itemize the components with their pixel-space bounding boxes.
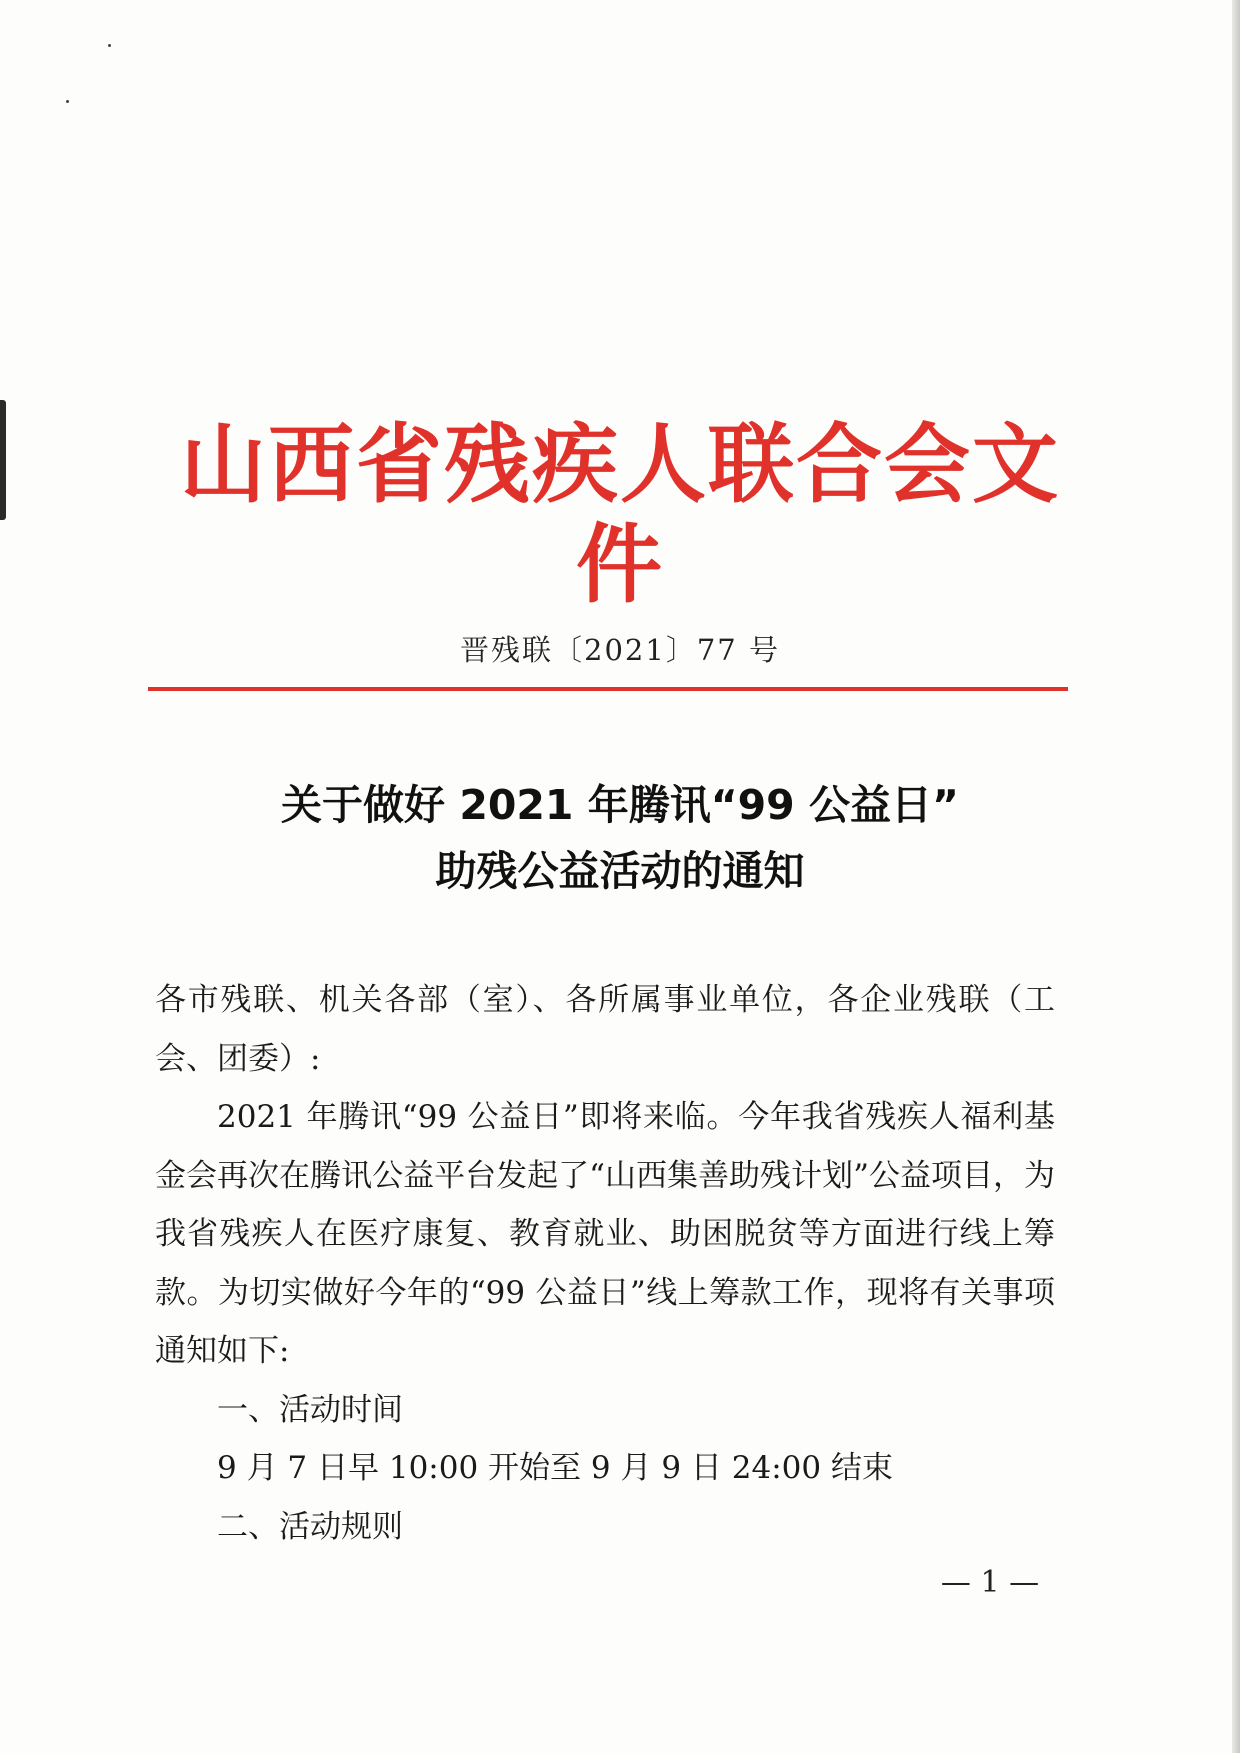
scan-speck bbox=[108, 44, 111, 47]
scan-binding-mark bbox=[0, 400, 6, 520]
scan-speck bbox=[66, 100, 69, 103]
section-2-heading: 二、活动规则 bbox=[217, 1508, 403, 1545]
notice-title-line-1: 关于做好 2021 年腾讯“99 公益日” bbox=[281, 781, 959, 829]
notice-body bbox=[155, 971, 1055, 1556]
page-number: — 1 — bbox=[940, 1565, 1040, 1600]
document-number: 晋残联〔2021〕77 号 bbox=[460, 633, 780, 667]
addressee-line: 各市残联、机关各部（室）、各所属事业单位，各企业残联（工会、团委）: bbox=[155, 982, 1055, 1077]
section-1-text: 9 月 7 日早 10:00 开始至 9 月 9 日 24:00 结束 bbox=[217, 1450, 893, 1486]
intro-paragraph: 2021 年腾讯“99 公益日”即将来临。今年我省残疾人福利基金会再次在腾讯公益平台发起了“山西集善助残计划”公益项目，为我省残疾人在医疗康复、教育就业、助困脱贫等方面进行线上筹款。为切实做好今年的“99 公益日”线上筹款工作，现将有关事项通知如下: bbox=[155, 1099, 1055, 1369]
notice-title-line-2: 助残公益活动的通知 bbox=[435, 847, 805, 895]
scan-edge-shadow bbox=[1232, 0, 1240, 1753]
section-1-heading: 一、活动时间 bbox=[217, 1391, 403, 1428]
issuing-organization-title: 山西省残疾人联合会文件 bbox=[180, 415, 1060, 615]
notice-title bbox=[150, 772, 1090, 904]
red-separator-line bbox=[148, 687, 1068, 691]
